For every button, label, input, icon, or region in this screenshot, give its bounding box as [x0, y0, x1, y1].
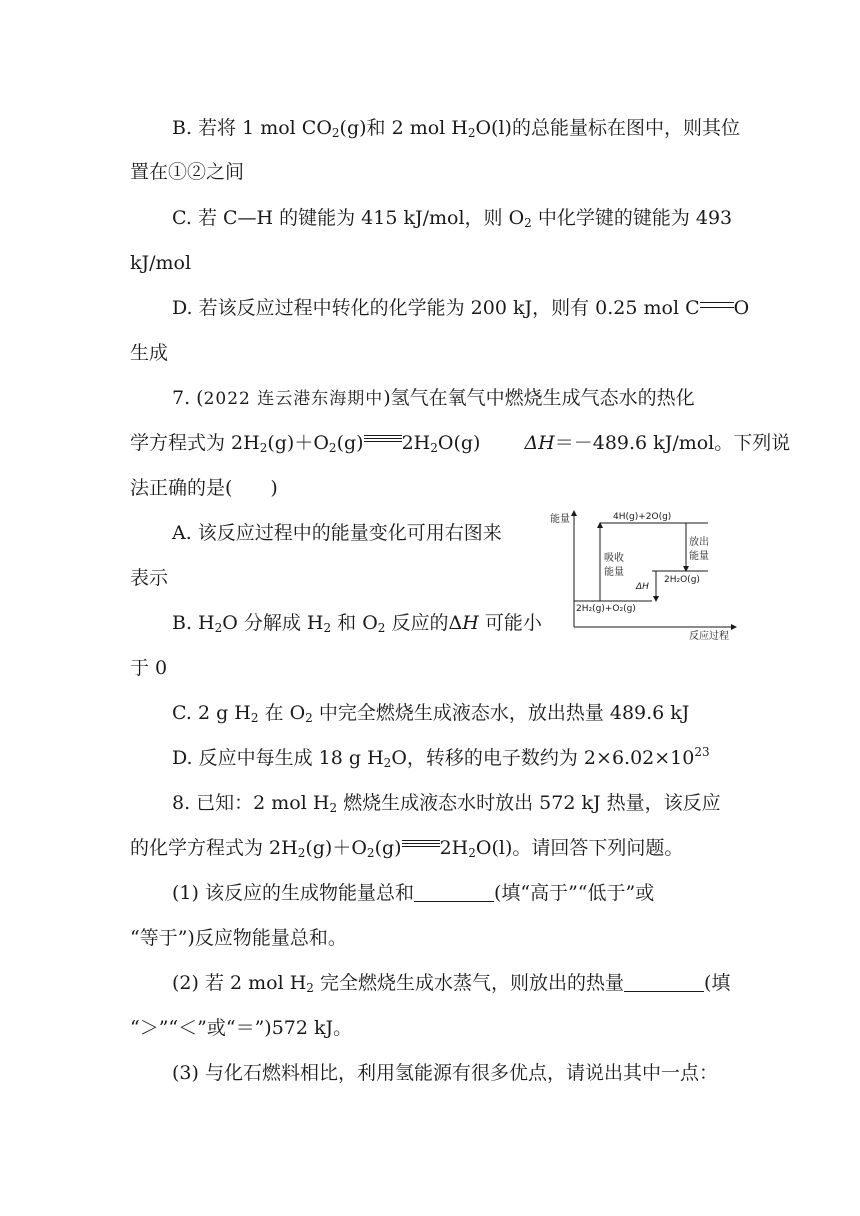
q7-source: 2022 连云港东海期中 — [203, 389, 384, 409]
option-c-line2: kJ/mol — [130, 252, 192, 274]
q7-stem-line1: 7. (2022 连云港东海期中)氢气在氧气中燃烧生成气态水的热化 — [172, 387, 695, 409]
q7-stem-line2: 学方程式为 $2H_2(g)+O_2(g)$ $2H_2O(g)$ ΔH＝－489.6 kJ/mol。下列说 — [130, 432, 791, 455]
x-axis-label: 反应过程 — [689, 631, 729, 642]
absorb-label-1: 吸收 — [604, 553, 624, 564]
answer-blank-2[interactable] — [624, 971, 704, 992]
answer-blank-1[interactable] — [414, 881, 494, 902]
q7-option-d: D. 反应中每生成 18 g $H_2O$，转移的电子数约为 $2\times 6.02\times 10^{23}$ — [172, 745, 710, 770]
q8-part2-line2: “＞”“＜”或“＝”)572 kJ。 — [130, 1017, 353, 1039]
level-bottom-label: 2H₂(g)+O₂(g) — [576, 604, 636, 614]
q7-option-a-line1: A. 该反应过程中的能量变化可用右图来 — [172, 522, 502, 544]
option-d-line1: D. 若该反应过程中转化的化学能为 200 kJ，则有 0.25 mol C O — [172, 297, 750, 319]
release-label-1: 放出 — [689, 537, 709, 548]
q8-part3-line1: (3) 与化石燃料相比，利用氢能源有很多优点，请说出其中一点： — [172, 1062, 718, 1084]
q7-option-c: C. 2 g $H_2$ 在 $O_2$ 中完全燃烧生成液态水，放出热量 489.6 kJ — [172, 702, 690, 725]
q7-stem-line3: 法正确的是( ) — [130, 477, 278, 499]
q8-stem-line1: 8. 已知：2 mol $H_2$ 燃烧生成液态水时放出 572 kJ 热量，该反应 — [172, 792, 721, 815]
absorb-label-2: 能量 — [604, 567, 624, 578]
delta-h-label: ΔH — [636, 582, 649, 592]
q8-part1-line1: (1) 该反应的生成物能量总和 (填“高于”“低于”或 — [172, 882, 655, 904]
energy-diagram — [548, 505, 743, 645]
option-b-line2: 置在①②之间 — [130, 161, 245, 183]
option-d-line2: 生成 — [130, 342, 169, 364]
q7-option-a-line2: 表示 — [130, 567, 169, 589]
release-label-2: 能量 — [689, 551, 709, 562]
q8-part1-line2: “等于”)反应物能量总和。 — [130, 927, 347, 949]
double-bond-symbol — [700, 302, 734, 310]
option-b-line1: B. 若将 1 mol $CO_2(g)$和 2 mol $H_2O(l)$的总能量标在图中，则其位 — [172, 117, 740, 140]
equation-equals-sign — [364, 434, 402, 446]
q8-part2-line1: (2) 若 2 mol $H_2$ 完全燃烧生成水蒸气，则放出的热量 (填 — [172, 972, 731, 995]
option-c-line1: C. 若 C—H 的键能为 415 kJ/mol，则 $O_2$ 中化学键的键能为 493 — [172, 207, 733, 230]
level-top-label: 4H(g)+2O(g) — [613, 512, 672, 522]
equation-equals-sign-2 — [402, 839, 440, 851]
q7-option-b-line2: 于 0 — [130, 657, 168, 679]
y-axis-label: 能量 — [550, 514, 570, 525]
q7-option-b-line1: B. $H_2O$ 分解成 $H_2$ 和 $O_2$ 反应的ΔH 可能小 — [172, 612, 542, 635]
q8-stem-line2: 的化学方程式为 $2H_2(g)+O_2(g)$ $2H_2O(l)$。请回答下列问题。 — [130, 837, 684, 860]
level-mid-label: 2H₂O(g) — [664, 575, 700, 585]
